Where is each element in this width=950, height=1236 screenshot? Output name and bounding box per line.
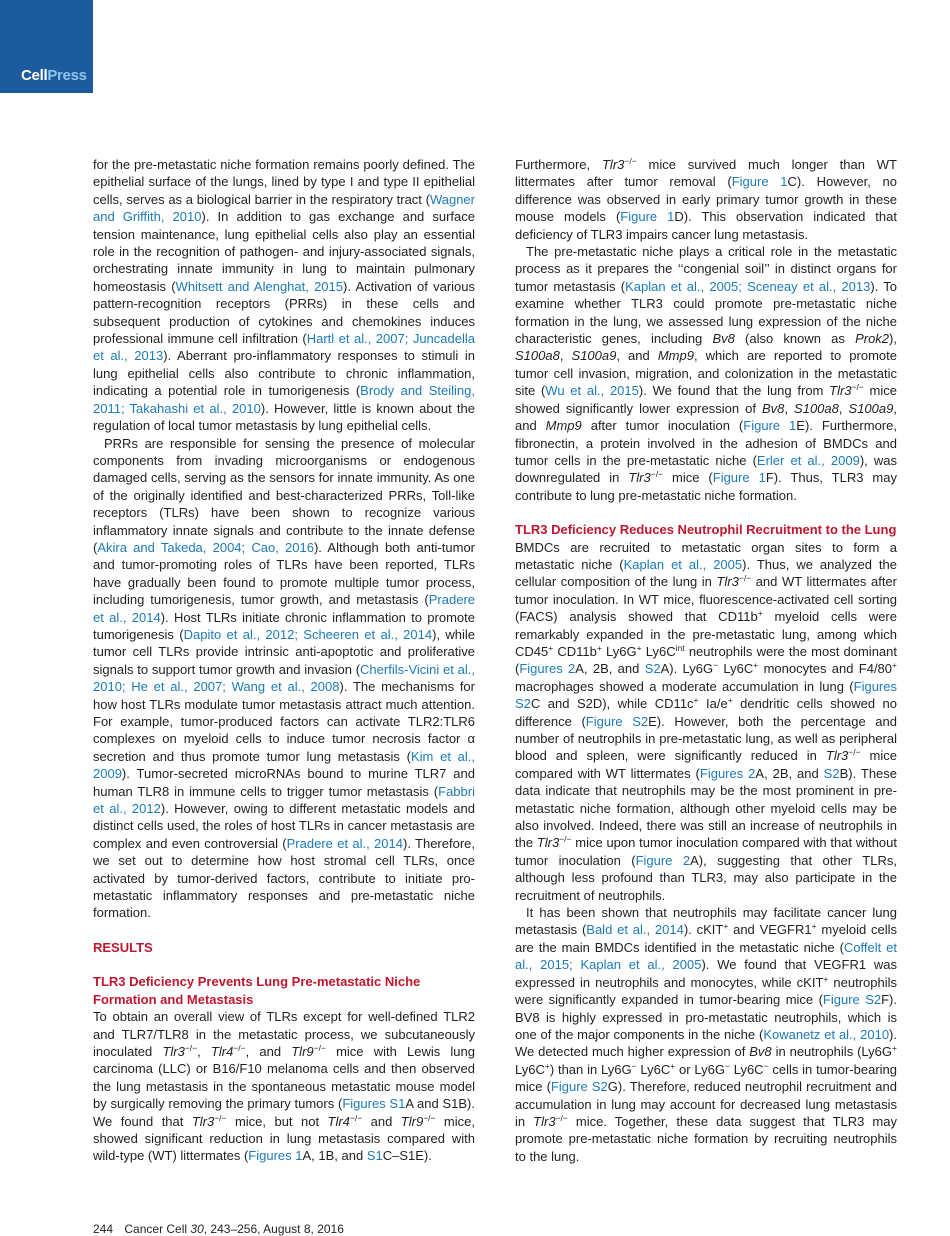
citation-link[interactable]: Kaplan et al., 2005 bbox=[623, 556, 743, 572]
citation-link[interactable]: Wagner and Griffith, 2010 bbox=[93, 191, 475, 225]
figure-link[interactable]: Figures S1 bbox=[342, 1096, 406, 1112]
figure-link[interactable]: Figure 1 bbox=[731, 174, 788, 190]
paragraph: for the pre-metastatic niche formation remains poorly defined. The epithelial surface of the lungs, lined by type I and type II epithelial cells, serves as a biological barrier in the respiratory tract (Wagner and Griffith, 2010). In addition to gas exchange and surface tension maintenance, lung epithelial cells also play an essential role in the recognition of pathogen- and injury-associated signals, orchestrating innate immunity in lung to maintain pulmonary homeostasis (Whitsett and Alenghat, 2015). Activation of various pattern-recognition receptors (PRRs) in these cells and subsequent production of cytokines and chemokines induces professional immune cell infiltration (Hartl et al., 2007; Juncadella et al., 2013). Aberrant pro-inflammatory responses to stimuli in lung epithelial cells also contribute to chronic inflammation, indicating a potential role in tumorigenesis (Brody and Steiling, 2011; Takahashi et al., 2010). However, little is known about the regulation of local tumor metastasis by lung epithelial cells. bbox=[93, 157, 476, 434]
citation-link[interactable]: Coffelt et al., 2015; Kaplan et al., 2005 bbox=[515, 939, 897, 973]
citation-link[interactable]: Wu et al., 2015 bbox=[545, 383, 639, 399]
section-heading-results: RESULTS bbox=[93, 939, 153, 955]
citation-link[interactable]: Akira and Takeda, 2004; Cao, 2016 bbox=[97, 539, 314, 555]
citation-link[interactable]: Kim et al., 2009 bbox=[93, 748, 475, 782]
figure-link[interactable]: Figures S2 bbox=[515, 678, 897, 712]
paragraph: BMDCs are recruited to metastatic organ sites to form a metastatic niche (Kaplan et al., 2005). Thus, we analyzed the cellular composition of the lung in Tlr3−/− and WT littermates after tumor inoculation. In WT mice, fluorescence-activated cell sorting (FACS) analysis showed that CD11b+ myeloid cells were remarkably expanded in the pre-metastatic lung, among which CD45+ CD11b+ Ly6G+ $Ly6C^{int}$ neutrophils were the most dominant (Figures 2A, 2B, and S2A). Ly6G− Ly6C+ monocytes and F4/80+ macrophages showed a moderate accumulation in lung (Figures S2C and S2D), while CD11c+ Ia/e+ dendritic cells showed no difference (Figure S2E). However, both the percentage and number of neutrophils in pre-metastatic lung, as well as peripheral blood and spleen, were significantly reduced in Tlr3−/− mice compared with WT littermates (Figures 2A, 2B, and S2B). These data indicate that neutrophils may be the most prominent in pre-metastatic niche formation, although other myeloid cells may be also involved. Indeed, there was still an increase of neutrophils in the Tlr3−/− mice upon tumor inoculation compared with that without tumor inoculation (Figure 2A), suggesting that other TLRs, although less profound than TLR3, may also participate in the recruitment of neutrophils. bbox=[515, 539, 898, 903]
cellpress-logo[interactable]: CellPress bbox=[21, 67, 87, 84]
citation-link[interactable]: Brody and Steiling, 2011; Takahashi et al., 2010 bbox=[93, 383, 476, 416]
figure-link[interactable]: Figure 2 bbox=[635, 852, 691, 868]
paragraph: The pre-metastatic niche plays a critical role in the metastatic process as it prepares the ‘‘congenial soil’’ in distinct organs for tumor metastasis (Kaplan et al., 2005; Sceneay et al., 2013). To examine whether TLR3 could promote pre-metastatic niche formation in the lung, we assessed lung expression of the niche characteristic genes, including Bv8 (also known as Prok2), S100a8, S100a9, and Mmp9, which are reported to promote tumor cell invasion, migration, and colonization in the metastatic site (Wu et al., 2015). We found that the lung from Tlr3−/− mice showed significantly lower expression of Bv8, S100a8, S100a9, and Mmp9 after tumor inoculation (Figure 1E). Furthermore, fibronectin, a protein involved in the adhesion of BMDCs and tumor cells in the pre-metastatic niche (Erler et al., 2009), was downregulated in Tlr3−/− mice (Figure 1F). Thus, TLR3 may contribute to lung pre-metastatic niche formation. bbox=[515, 244, 897, 503]
citation-link[interactable]: Bald et al., 2014 bbox=[586, 922, 684, 938]
left-column bbox=[93, 156, 475, 1165]
figure-link[interactable]: Figure S2 bbox=[822, 992, 882, 1008]
citation-link[interactable]: Pradere et al., 2014 bbox=[286, 835, 403, 851]
journal-citation: , 243–256, August 8, 2016 bbox=[203, 1222, 344, 1236]
figure-link[interactable]: S2 bbox=[823, 765, 840, 781]
figure-link[interactable]: Figure 1 bbox=[743, 418, 797, 434]
citation-link[interactable]: Cherfils-Vicini et al., 2010; He et al., 2007; Wang et al., 2008 bbox=[93, 661, 475, 695]
subsection-heading: TLR3 Deficiency Reduces Neutrophil Recruitment to the Lung bbox=[515, 522, 897, 538]
right-column bbox=[515, 156, 897, 1165]
citation-link[interactable]: Kaplan et al., 2005; Sceneay et al., 2013 bbox=[625, 278, 871, 294]
citation-link[interactable]: Hartl et al., 2007; Juncadella et al., 2013 bbox=[93, 331, 475, 364]
figure-link[interactable]: Figure S2 bbox=[585, 713, 649, 729]
subsection-heading: TLR3 Deficiency Prevents Lung Pre-metastatic Niche Formation and Metastasis bbox=[93, 974, 421, 1007]
figure-link[interactable]: S2 bbox=[644, 661, 661, 677]
figure-link[interactable]: Figure 1 bbox=[620, 209, 675, 225]
figure-link[interactable]: Figures 2 bbox=[699, 765, 756, 781]
paragraph: It has been shown that neutrophils may facilitate cancer lung metastasis (Bald et al., 2014). cKIT+ and VEGFR1+ myeloid cells are the main BMDCs identified in the metastatic niche (Coffelt et al., 2015; Kaplan et al., 2005). We found that VEGFR1 was expressed in neutrophils and monocytes, while cKIT+ neutrophils were significantly expanded in tumor-bearing mice (Figure S2F). BV8 is highly expressed in pro-metastatic neutrophils, which is one of the major components in the niche (Kowanetz et al., 2010). We detected much higher expression of Bv8 in neutrophils (Ly6G+ Ly6C+) than in Ly6G− Ly6C+ or Ly6G− Ly6C− cells in tumor-bearing mice (Figure S2G). Therefore, reduced neutrophil recruitment and accumulation in lung may account for decreased lung metastasis in Tlr3−/− mice. Together, these data suggest that TLR3 may promote pre-metastatic niche formation by recruiting neutrophils to the lung. bbox=[515, 905, 897, 1164]
citation-link[interactable]: Whitsett and Alenghat, 2015 bbox=[175, 278, 343, 294]
paragraph: To obtain an overall view of TLRs except for well-defined TLR2 and TLR7/TLR8 in the metastatic process, we subcutaneously inoculated Tlr3−/−, Tlr4−/−, and Tlr9−/− mice with Lewis lung carcinoma (LLC) or B16/F10 melanoma cells and then observed the lung metastasis in the spontaneous metastatic mouse model by surgically removing the primary tumors (Figures S1A and S1B). We found that Tlr3−/− mice, but not Tlr4−/− and Tlr9−/− mice, showed significant reduction in lung metastasis compared with wild-type (WT) littermates (Figures 1A, 1B, and S1C–S1E). bbox=[93, 1009, 475, 1164]
paragraph: Furthermore, Tlr3−/− mice survived much longer than WT littermates after tumor removal (Figure 1C). However, no difference was observed in early primary tumor growth in these mouse models (Figure 1D). This observation indicated that deficiency of TLR3 impairs cancer lung metastasis. bbox=[515, 156, 898, 242]
citation-link[interactable]: Erler et al., 2009 bbox=[756, 452, 860, 468]
citation-link[interactable]: Dapito et al., 2012; Scheeren et al., 2014 bbox=[183, 626, 433, 642]
figure-link[interactable]: Figures 1 bbox=[248, 1148, 303, 1164]
paragraph: PRRs are responsible for sensing the presence of molecular components from invading microorganisms or endogenous damaged cells, serving as the sensors for innate immunity. As one of the originally identified and best-characterized PRRs, Toll-like receptors (TLRs) have been shown to recognize various inflammatory innate signals and contribute to the innate defense (Akira and Takeda, 2004; Cao, 2016). Although both anti-tumor and tumor-promoting roles of TLRs have been reported, TLRs have gradually been found to promote multiple tumor process, including tumorigenesis, tumor growth, and metastasis (Pradere et al., 2014). Host TLRs initiate chronic inflammation to promote tumorigenesis (Dapito et al., 2012; Scheeren et al., 2014), while tumor cell TLRs provide intrinsic anti-apoptotic and proliferative signals to support tumor growth and invasion (Cherfils-Vicini et al., 2010; He et al., 2007; Wang et al., 2008). The mechanisms for how host TLRs modulate tumor metastasis attract much attention. For example, tumor-produced factors can activate TLR2:TLR6 complexes on myeloid cells to induce tumor necrosis factor α secretion and thus promote tumor lung metastasis (Kim et al., 2009). Tumor-secreted microRNAs bound to murine TLR7 and human TLR8 in immune cells to trigger tumor metastasis (Fabbri et al., 2012). However, owing to different metastatic models and distinct cells used, the roles of host TLRs in cancer metastasis are complex and even controversial (Pradere et al., 2014). Therefore, we set out to determine how host stromal cell TLRs, once activated by tumor-derived factors, contribute to initiate pro-metastatic inflammatory responses and pre-metastatic niche formation. bbox=[93, 435, 475, 921]
page-number: 244 bbox=[93, 1222, 114, 1236]
figure-link[interactable]: Figures 2 bbox=[519, 661, 576, 677]
journal-name: Cancer Cell bbox=[124, 1222, 191, 1236]
citation-link[interactable]: Kowanetz et al., 2010 bbox=[763, 1026, 890, 1042]
citation-link[interactable]: Pradere et al., 2014 bbox=[93, 592, 475, 625]
figure-link[interactable]: S1 bbox=[366, 1148, 383, 1164]
figure-link[interactable]: Figure S2 bbox=[550, 1079, 608, 1095]
figure-link[interactable]: Figure 1 bbox=[712, 470, 766, 486]
citation-link[interactable]: Fabbri et al., 2012 bbox=[93, 783, 475, 817]
cellpress-logo-block bbox=[0, 0, 93, 93]
journal-volume: 30 bbox=[190, 1222, 204, 1236]
